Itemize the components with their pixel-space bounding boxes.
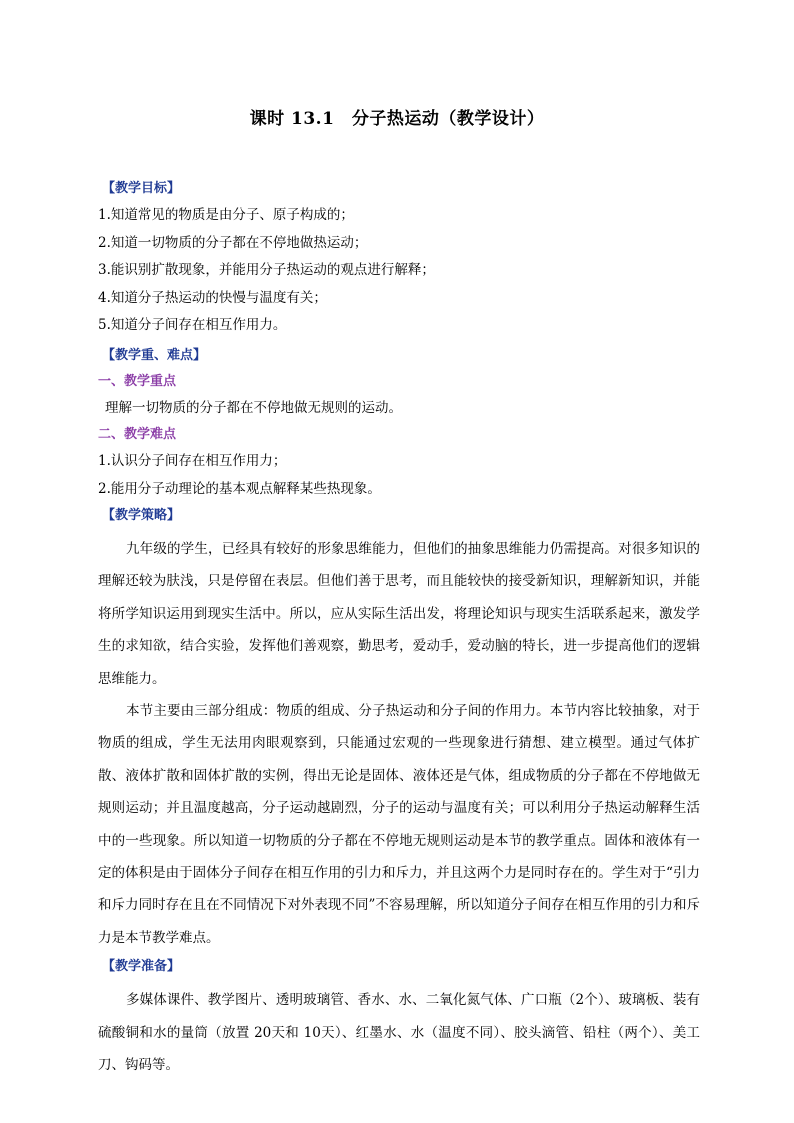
strategy-paragraph: 九年级的学生，已经具有较好的形象思维能力，但他们的抽象思维能力仍需提高。对很多知识的理解还较为肤浅，只是停留在表层。但他们善于思考，而且能较快的接受新知识，理解新知识，并能将所学知识运用到现实生活中。所以，应从实际生活出发，将理论知识与现实生活联系起来，激发学生的求知欲，结合实验，发挥他们善观察，勤思考，爱动手，爱动脑的特长，进一步提高他们的逻辑思维能力。 bbox=[98, 541, 700, 687]
objectives-heading: 【教学目标】 bbox=[102, 181, 181, 196]
list-item: 2.知道一切物质的分子都在不停地做热运动； bbox=[98, 234, 368, 251]
list-item: 1.知道常见的物质是由分子、原子构成的； bbox=[98, 207, 354, 223]
list-item: 3.能识别扩散现象，并能用分子热运动的观点进行解释； bbox=[98, 262, 435, 278]
list-item: 2.能用分子动理论的基本观点解释某些热现象。 bbox=[98, 480, 381, 497]
preparation-heading: 【教学准备】 bbox=[102, 959, 181, 975]
list-item: 5.知道分子间存在相互作用力。 bbox=[98, 317, 287, 333]
document-body bbox=[98, 176, 700, 1082]
strategy-paragraph: 本节主要由三部分组成：物质的组成、分子热运动和分子间的作用力。本节内容比较抽象，对于物质的组成，学生无法用肉眼观察到，只能通过宏观的一些现象进行猜想、建立模型。通过气体扩散、液体扩散和固体扩散的实例，得出无论是固体、液体还是气体，组成物质的分子都在不停地做无规则运动；并且温度越高，分子运动越剧烈，分子的运动与温度有关；可以利用分子热运动解释生活中的一些现象。所以知道一切物质的分子都在不停地无规则运动是本节的教学重点。固体和液体有一定的体积是由于固体分子间存在相互作用的引力和斥力，并且这两个力是同时存在的。学生对于“引力和斥力同时存在且在不同情况下对外表现不同”不容易理解，所以知道分子间存在相互作用的引力和斥力是本节教学难点。 bbox=[98, 703, 700, 946]
difficulty-heading: 二、教学难点 bbox=[98, 427, 177, 442]
list-item: 4.知道分子热运动的快慢与温度有关； bbox=[98, 289, 327, 306]
focus-text: 理解一切物质的分子都在不停地做无规则的运动。 bbox=[105, 399, 402, 416]
key-points-heading: 【教学重、难点】 bbox=[102, 347, 207, 363]
list-item: 1.认识分子间存在相互作用力； bbox=[98, 453, 287, 469]
preparation-text: 多媒体课件、教学图片、透明玻璃管、香水、水、二氧化氮气体、广口瓶（2个）、玻璃板、装有硫酸铜和水的量筒（放置 20天和 10天）、红墨水、水（温度不同）、胶头滴管、铅柱（两个）、美工刀、钩码等。 bbox=[98, 992, 700, 1074]
strategy-heading: 【教学策略】 bbox=[102, 508, 181, 523]
focus-heading: 一、教学重点 bbox=[98, 373, 177, 389]
page-title: 课时 13.1 分子热运动（教学设计） bbox=[249, 109, 545, 129]
objectives-list bbox=[98, 202, 700, 340]
